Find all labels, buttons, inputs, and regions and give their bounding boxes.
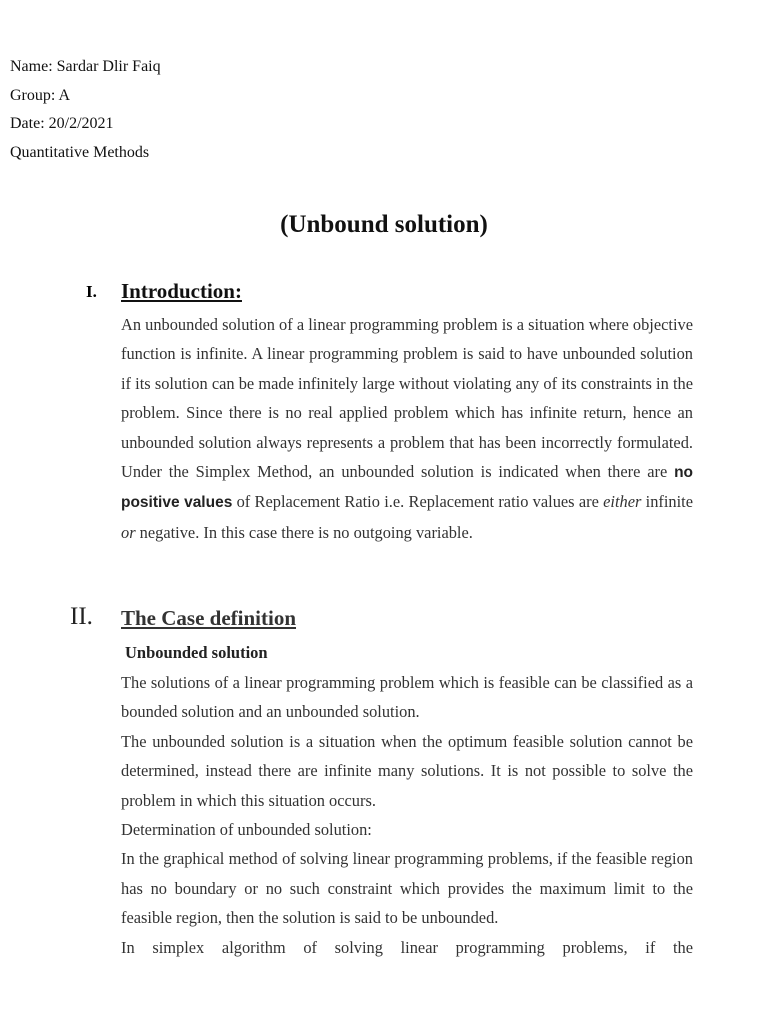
author-name: Name: Sardar Dlir Faiq xyxy=(10,58,161,75)
section1-heading: Introduction: xyxy=(121,279,242,303)
section1-number: I. xyxy=(86,282,97,301)
section2-paragraph: Determination of unbounded solution: xyxy=(121,820,372,840)
date-label: Date: 20/2/2021 xyxy=(10,115,114,132)
section2-paragraph: In the graphical method of solving linear programming problems, if the feasible region has no boundary or no such constraint which provides the maximum limit to the feasible region, then the solution is said to be unbounded. xyxy=(121,849,693,928)
section2-subheading: Unbounded solution xyxy=(125,643,268,662)
section2-body xyxy=(121,668,693,962)
document-title: (Unbound solution) xyxy=(280,211,488,238)
section2-paragraph: In simplex algorithm of solving linear programming problems, if the xyxy=(121,937,693,957)
section1-text-bold: no positive values xyxy=(121,464,693,512)
section1-text-italic-2: or xyxy=(121,522,136,542)
section1-paragraph xyxy=(121,310,693,547)
section1-text-4: negative. In this case there is no outgoing variable. xyxy=(135,522,473,542)
section2-paragraph: The solutions of a linear programming problem which is feasible can be classified as a bounded solution and an unbounded solution. xyxy=(121,673,693,722)
section2-paragraph: The unbounded solution is a situation when the optimum feasible solution cannot be determined, instead there are infinite many solutions. It is not possible to solve the problem in which this situation occurs. xyxy=(121,731,693,810)
section1-text-1: An unbounded solution of a linear programming problem is a situation where objective function is infinite. A linear programming problem is said to have unbounded solution if its solution can be made infinitely large without violating any of its constraints in the problem. Since there is no real applied problem which has infinite return, hence an unbounded solution always represents a problem that has been incorrectly formulated. Under the Simplex Method, an unbounded solution is indicated when there are xyxy=(121,315,693,482)
section2-number: II. xyxy=(70,603,93,630)
course-label: Quantitative Methods xyxy=(10,144,150,161)
section1-text-italic-1: either xyxy=(603,492,642,512)
group-label: Group: A xyxy=(10,87,70,104)
section2-heading: The Case definition xyxy=(121,606,297,630)
section1-text-2: of Replacement Ratio i.e. Replacement ratio values are xyxy=(232,492,604,512)
section1-text-3: infinite xyxy=(641,492,694,512)
